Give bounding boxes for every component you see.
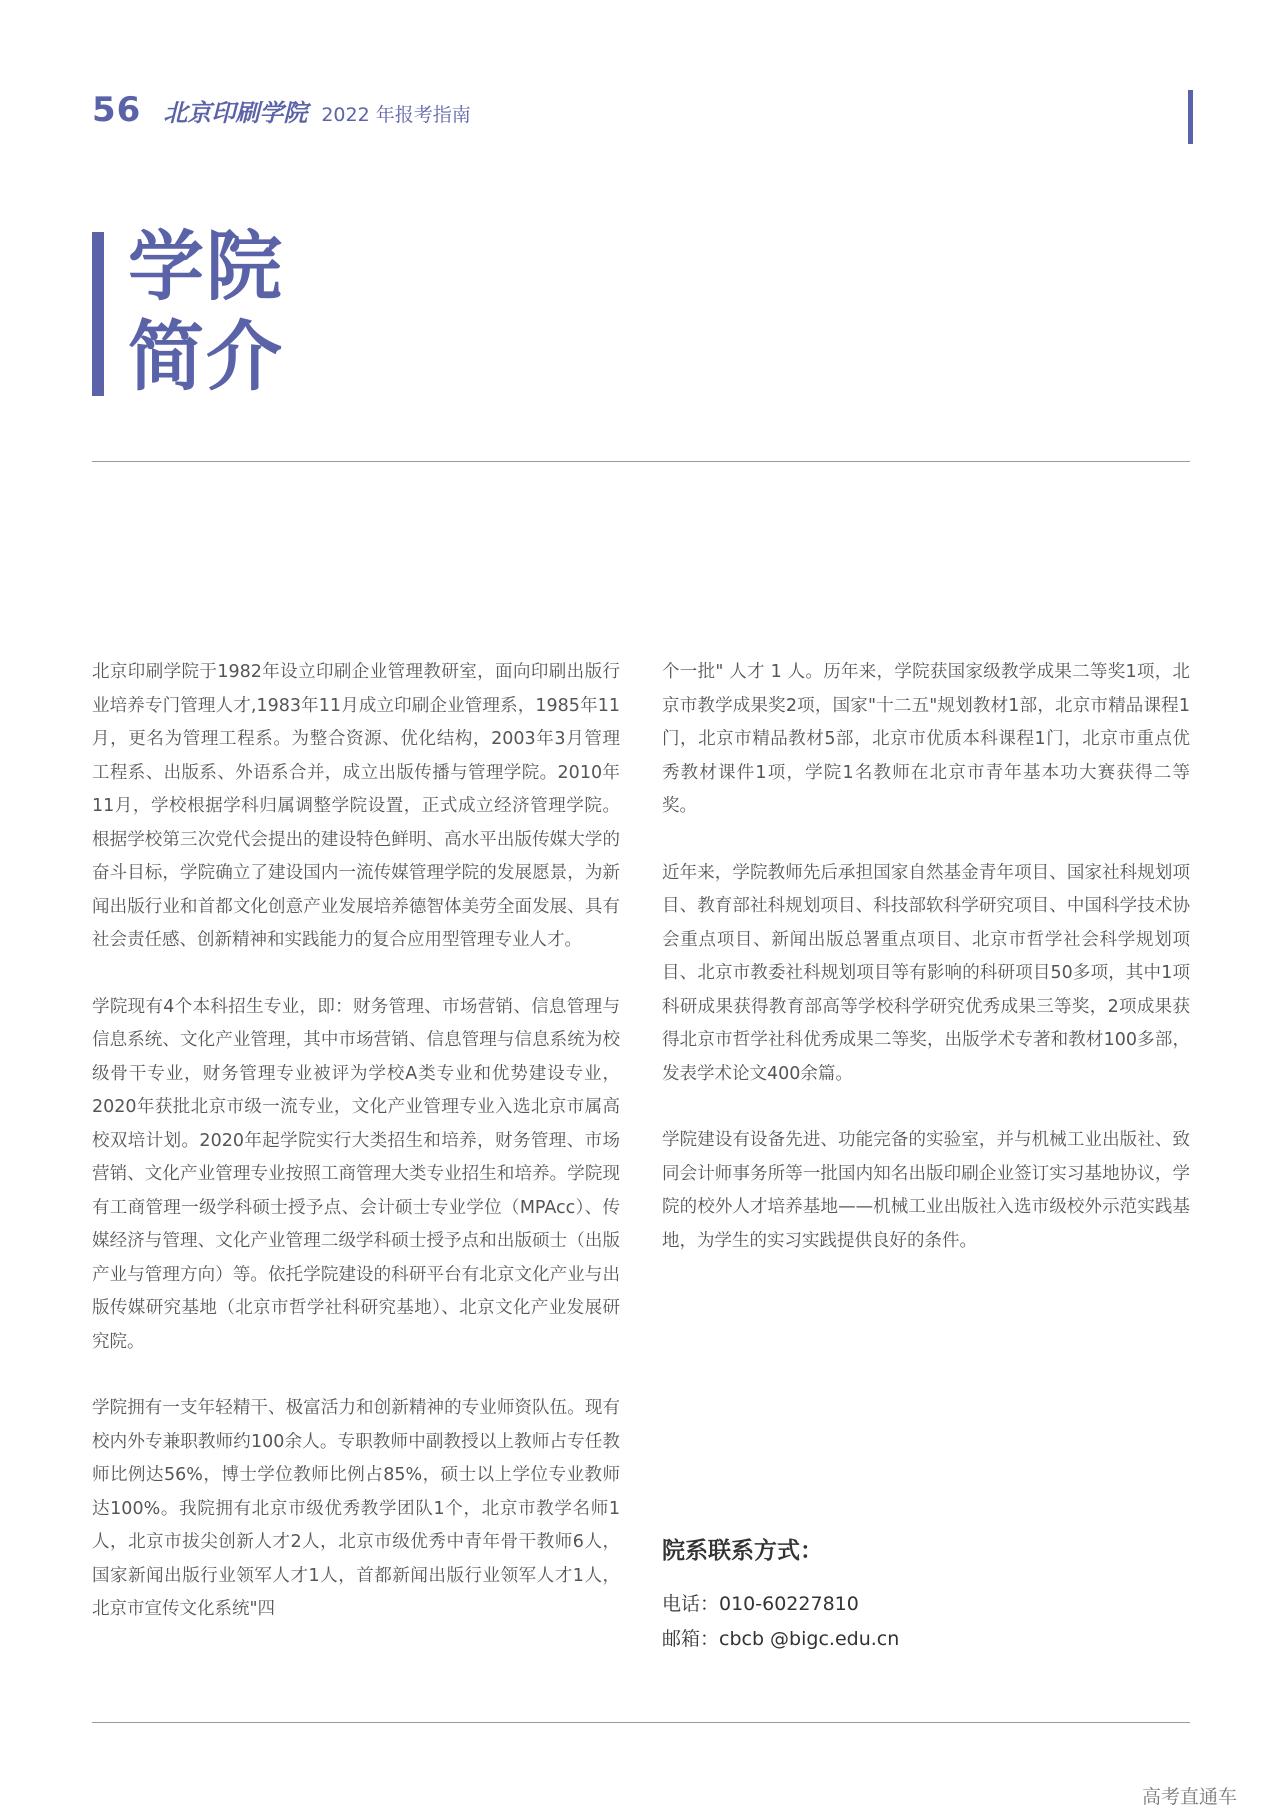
page-number: 56 <box>92 90 142 130</box>
left-column <box>92 656 620 1660</box>
paragraph-research: 近年来，学院教师先后承担国家自然基金青年项目、国家社科规划项目、教育部社科规划项目、科技部软科学研究项目、中国科学技术协会重点项目、新闻出版总署重点项目、北京市哲学社会科学规划项目、北京市教委社科规划项目等有影响的科研项目50多项，其中1项科研成果获得教育部高等学校科学研究优秀成果三等奖，2项成果获得北京市哲学社科优秀成果二等奖，出版学术专著和教材100多部，发表学术论文400余篇。 <box>662 862 1190 1084</box>
page-header <box>92 90 471 130</box>
section-title <box>128 222 284 402</box>
watermark-text: 高考直通车 <box>1142 1786 1238 1808</box>
contact-heading: 院系联系方式： <box>662 1538 823 1564</box>
paragraph-majors: 学院现有4个本科招生专业，即：财务管理、市场营销、信息管理与信息系统、文化产业管理，其中市场营销、信息管理与信息系统为校级骨干专业，财务管理专业被评为学校A类专业和优势建设专业，2020年获批北京市级一流专业，文化产业管理专业入选北京市属高校双培计划。2020年起学院实行大类招生和培养，财务管理、市场营销、文化产业管理专业按照工商管理大类专业招生和培养。学院现有工商管理一级学科硕士授予点、会计硕士专业学位（MPAcc）、传媒经济与管理、文化产业管理二级学科硕士授予点和出版硕士（出版产业与管理方向）等。依托学院建设的科研平台有北京文化产业与出版传媒研究基地（北京市哲学社科研究基地）、北京文化产业发展研究院。 <box>92 996 620 1352</box>
header-accent-bar <box>1188 90 1193 144</box>
paragraph-awards: 个一批" 人才 1 人。历年来，学院获国家级教学成果二等奖1项，北京市教学成果奖2项，国家"十二五"规划教材1部，北京市精品课程1门，北京市精品教材5部，北京市优质本科课程1门，北京市重点优秀教材课件1项，学院1名教师在北京市青年基本功大赛获得二等奖。 <box>662 662 1190 816</box>
paragraph-faculty: 学院拥有一支年轻精干、极富活力和创新精神的专业师资队伍。现有校内外专兼职教师约100余人。专职教师中副教授以上教师占专任教师比例达56%，博士学位教师比例占85%，硕士以上学位专业教师达100%。我院拥有北京市级优秀教学团队1个，北京市教学名师1人，北京市拔尖创新人才2人，北京市级优秀中青年骨干教师6人，国家新闻出版行业领军人才1人，首都新闻出版行业领军人才1人，北京市宣传文化系统"四 <box>92 1398 620 1619</box>
section-title-line-2: 简介 <box>128 312 284 401</box>
contact-info <box>662 1532 1182 1657</box>
school-logo: 北京印刷学院 <box>163 98 308 127</box>
paragraph-labs: 学院建设有设备先进、功能完备的实验室，并与机械工业出版社、致同会计师事务所等一批国内知名出版印刷企业签订实习基地协议，学院的校外人才培养基地——机械工业出版社入选市级校外示范实践基地，为学生的实习实践提供良好的条件。 <box>662 1130 1190 1251</box>
contact-email: 邮箱：cbcb @bigc.edu.cn <box>662 1628 900 1650</box>
guide-title: 2022 年报考指南 <box>321 104 471 126</box>
bottom-divider <box>92 1722 1190 1723</box>
contact-phone: 电话：010-60227810 <box>662 1593 859 1615</box>
title-accent-bar <box>92 232 104 396</box>
top-divider <box>92 461 1190 462</box>
section-title-line-1: 学院 <box>128 222 284 311</box>
paragraph-history: 北京印刷学院于1982年设立印刷企业管理教研室，面向印刷出版行业培养专门管理人才,1983年11月成立印刷企业管理系，1985年11月，更名为管理工程系。为整合资源、优化结构，2003年3月管理工程系、出版系、外语系合并，成立出版传播与管理学院。2010年11月，学校根据学科归属调整学院设置，正式成立经济管理学院。根据学校第三次党代会提出的建设特色鲜明、高水平出版传媒大学的奋斗目标，学院确立了建设国内一流传媒管理学院的发展愿景，为新闻出版行业和首都文化创意产业发展培养德智体美劳全面发展、具有社会责任感、创新精神和实践能力的复合应用型管理专业人才。 <box>92 662 620 950</box>
right-column <box>662 656 1190 1291</box>
